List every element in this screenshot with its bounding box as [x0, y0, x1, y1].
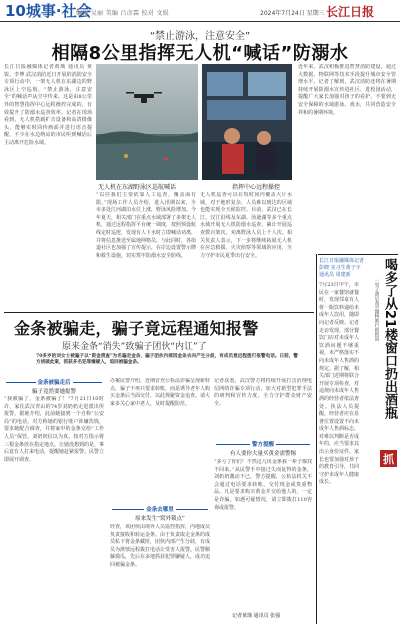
photo-command-center: [202, 64, 292, 180]
story2-column-a: “我被骗了，金条被骗了！”7月21日10时许，家住武汉青山的74岁刘奶奶走进派出所报警。据她介绍，此前她接到一个自称“公安局”的电话，对方称她的银行账户涉嫌洗钱，要求她配合调查，并将家中的金条交给“工作人员”保管。刘奶奶信以为真，按对方指示将三根金条放在指定地点。让她没想到的是，事后竟有人打来电话，提醒她赶紧报警。民警立即展开调查。: [4, 396, 104, 463]
right-side-subtitle: 一男子酒后高空抛物被行政拘留: [374, 278, 379, 341]
page-header: [0, 0, 400, 22]
story2-column-e: 记者获悉，武汉警方将持续开展打击治理电信网络诈骗专项行动，加大对新型犯罪手法的研判和宣传力度，全力守护群众财产安全。: [214, 378, 312, 407]
story2-lead: 70多岁的刘女士被骗子以“资金清查”为名骗走金条，骗子团伙内部因金条去向产生分歧，有成员竟远程拨打报警电话。日前，警方侦破此案，抓获多名犯罪嫌疑人，追回被骗金条。: [36, 354, 298, 366]
issue-date: 2024年7月24日 星期三: [260, 10, 325, 17]
story1-headline: 相隔8公里指挥无人机“喊话”防溺水: [51, 43, 349, 64]
section-badge: 抓: [380, 450, 397, 467]
story2-column-b: 经查，该团伙由境外人员遥控指挥，内地成员负责接收和转运金条。由于负责取走金条的成员私下将金条藏匿，团伙内部产生分歧，有成员为泄愤远程拨打电话让受害人报警。民警顺藤摸瓜，先后在多地抓获犯罪嫌疑人，成功追回被骗金条。: [110, 524, 210, 568]
photo-left-caption: 无人机在东湖野泳区巡航喊话: [98, 184, 177, 191]
divider-right-top: [318, 254, 398, 255]
story1-column-2: “以往我们主要依靠人工巡查，覆盖面有限。”现场工作人员介绍，进入汛期以来，全市多处江河湖泊水位上涨，野泳风险增加。今年夏天，相关部门在重点水域部署了多架无人机，通过远程指挥平台统一调度，按照预设航线定时巡逻，发现有人下水时立即喊话劝离，并将信息推送至属地网格员。与此同时，各街道社区也加强了宣传提示，在岸边设置警示牌和救生设施，切实筑牢防溺水安全防线。: [96, 192, 196, 259]
story1-column-4: 近年来，武汉积极推进智慧消防建设，通过大数据、物联网等技术手段提升城市安全管理水平。记者了解到，武汉消防还将在暑期持续开展防溺水宣传进社区、进校园活动，提醒广大家长加强对孩子的看护，不要到无安全保障的水域游泳、戏水，共同营造安全祥和的暑期环境。: [298, 64, 396, 116]
story1-kicker: “禁止游泳，注意安全”: [149, 31, 251, 42]
section-header-a: 金条被骗走后: [4, 378, 104, 386]
story2-headline: 金条被骗走，骗子竟远程通知报警: [14, 319, 259, 338]
section-header-c: 警方提醒: [214, 440, 312, 448]
story2-column-c: “多亏了你们！不然这几块金条我一辈子都找不回来。”从民警手中接过失而复得的金条，刘奶奶激动不已。警方提醒，公检法机关不会通过电话要求转账、交付现金或贵重物品，凡是要求购买黄金并交给他人的，一定是诈骗。如遇可疑情况，请立即拨打110咨询或报警。: [214, 459, 312, 511]
story2-column-b-top: 办案民警介绍，近期冒充公检法诈骗呈现新特点，骗子不再只要求转账，而是诱导老年人购买金条后当面交付，以此规避资金追查。请大家多关心家中老人，及时提醒防范。: [110, 378, 210, 407]
right-box-byline: 长江日报融媒体记者彭晓 实习生黄子宇 通讯员 周建新: [319, 258, 365, 278]
story1-column-3: 无人机巡查可以在短时间内覆盖大片水域，对于地形复杂、人员难以到达的区域也能实现全天候监控。目前，武汉已在长江、汉江沿线及东湖、汤逊湖等多个重点水域开展无人机防溺水巡查，累计开展巡查数百架次，劝离野泳人员上千人次。相关负责人表示，下一步将继续拓展无人机在应急救援、火灾侦察等领域的应用，全力守护市民夏季出行安全。: [200, 192, 292, 259]
story2-subtitle: 原来金条“消失”致骗子团伙“内讧”了: [62, 342, 207, 352]
story2-credit: 记者黄璜 通讯员 张强: [232, 613, 281, 619]
editor-credits: 编辑 吴丽 美编 吕彦霖 校对 文娱: [76, 10, 169, 17]
story1-column-1: 长江日报融媒体记者黄璜 通讯员 黄锐、李博 武汉消防近日开展的消防安全专项行动中，一架无人机在东湖边的野泳区上空巡航，“禁止游泳，注意安全”的喊话声从空中传来。这是由8公里外的智慧指挥中心远程操控完成的，有效提升了防溺水巡查效率。记者在现场看到，无人机搭载扩音设备和高清摄像头，能够实时回传画面并进行语音提醒，不少在水边纳凉的市民听到喊话后主动离开危险水域。: [4, 64, 92, 146]
divider-vertical: [316, 254, 317, 624]
photo-right-caption: 指挥中心远程操控: [232, 184, 281, 191]
right-side-headline: 喝多了从21楼窗口扔出酒瓶: [382, 258, 397, 420]
photo-drone-over-lake: [96, 64, 198, 180]
section-title: 10城事·社会: [5, 2, 92, 20]
subhead-a: 骗子竟然要她报警: [31, 389, 76, 395]
subhead-c: 有人要你大量买黄金需警惕: [229, 451, 296, 457]
subhead-b: 原来发生“窝外锁点”: [135, 516, 185, 522]
section-header-b: 金条去哪里: [110, 505, 210, 513]
newspaper-logo: 长江日报: [326, 5, 375, 19]
divider-rule: [4, 312, 314, 313]
right-box-body: 7月23日中午，市民在一家餐馆就餐时，发现邻桌有人将一瓶饮料递给未成年人饮用，随即向记者反映。记者走访发现，部分餐饮门店对未成年人饮酒问题不够重视，未严格落实不向未成年人售酒的规定。据了解，相关部门近期将联合开展专项检查，对违规向未成年人售酒的经营者依法查处。执法人员提醒，经营者应在显著位置设置不向未成年人售酒标志，对难以判断是否成年的，应当要求其出示身份证件。家长也要加强对孩子的教育引导，共同守护未成年人健康成长。: [319, 282, 359, 486]
